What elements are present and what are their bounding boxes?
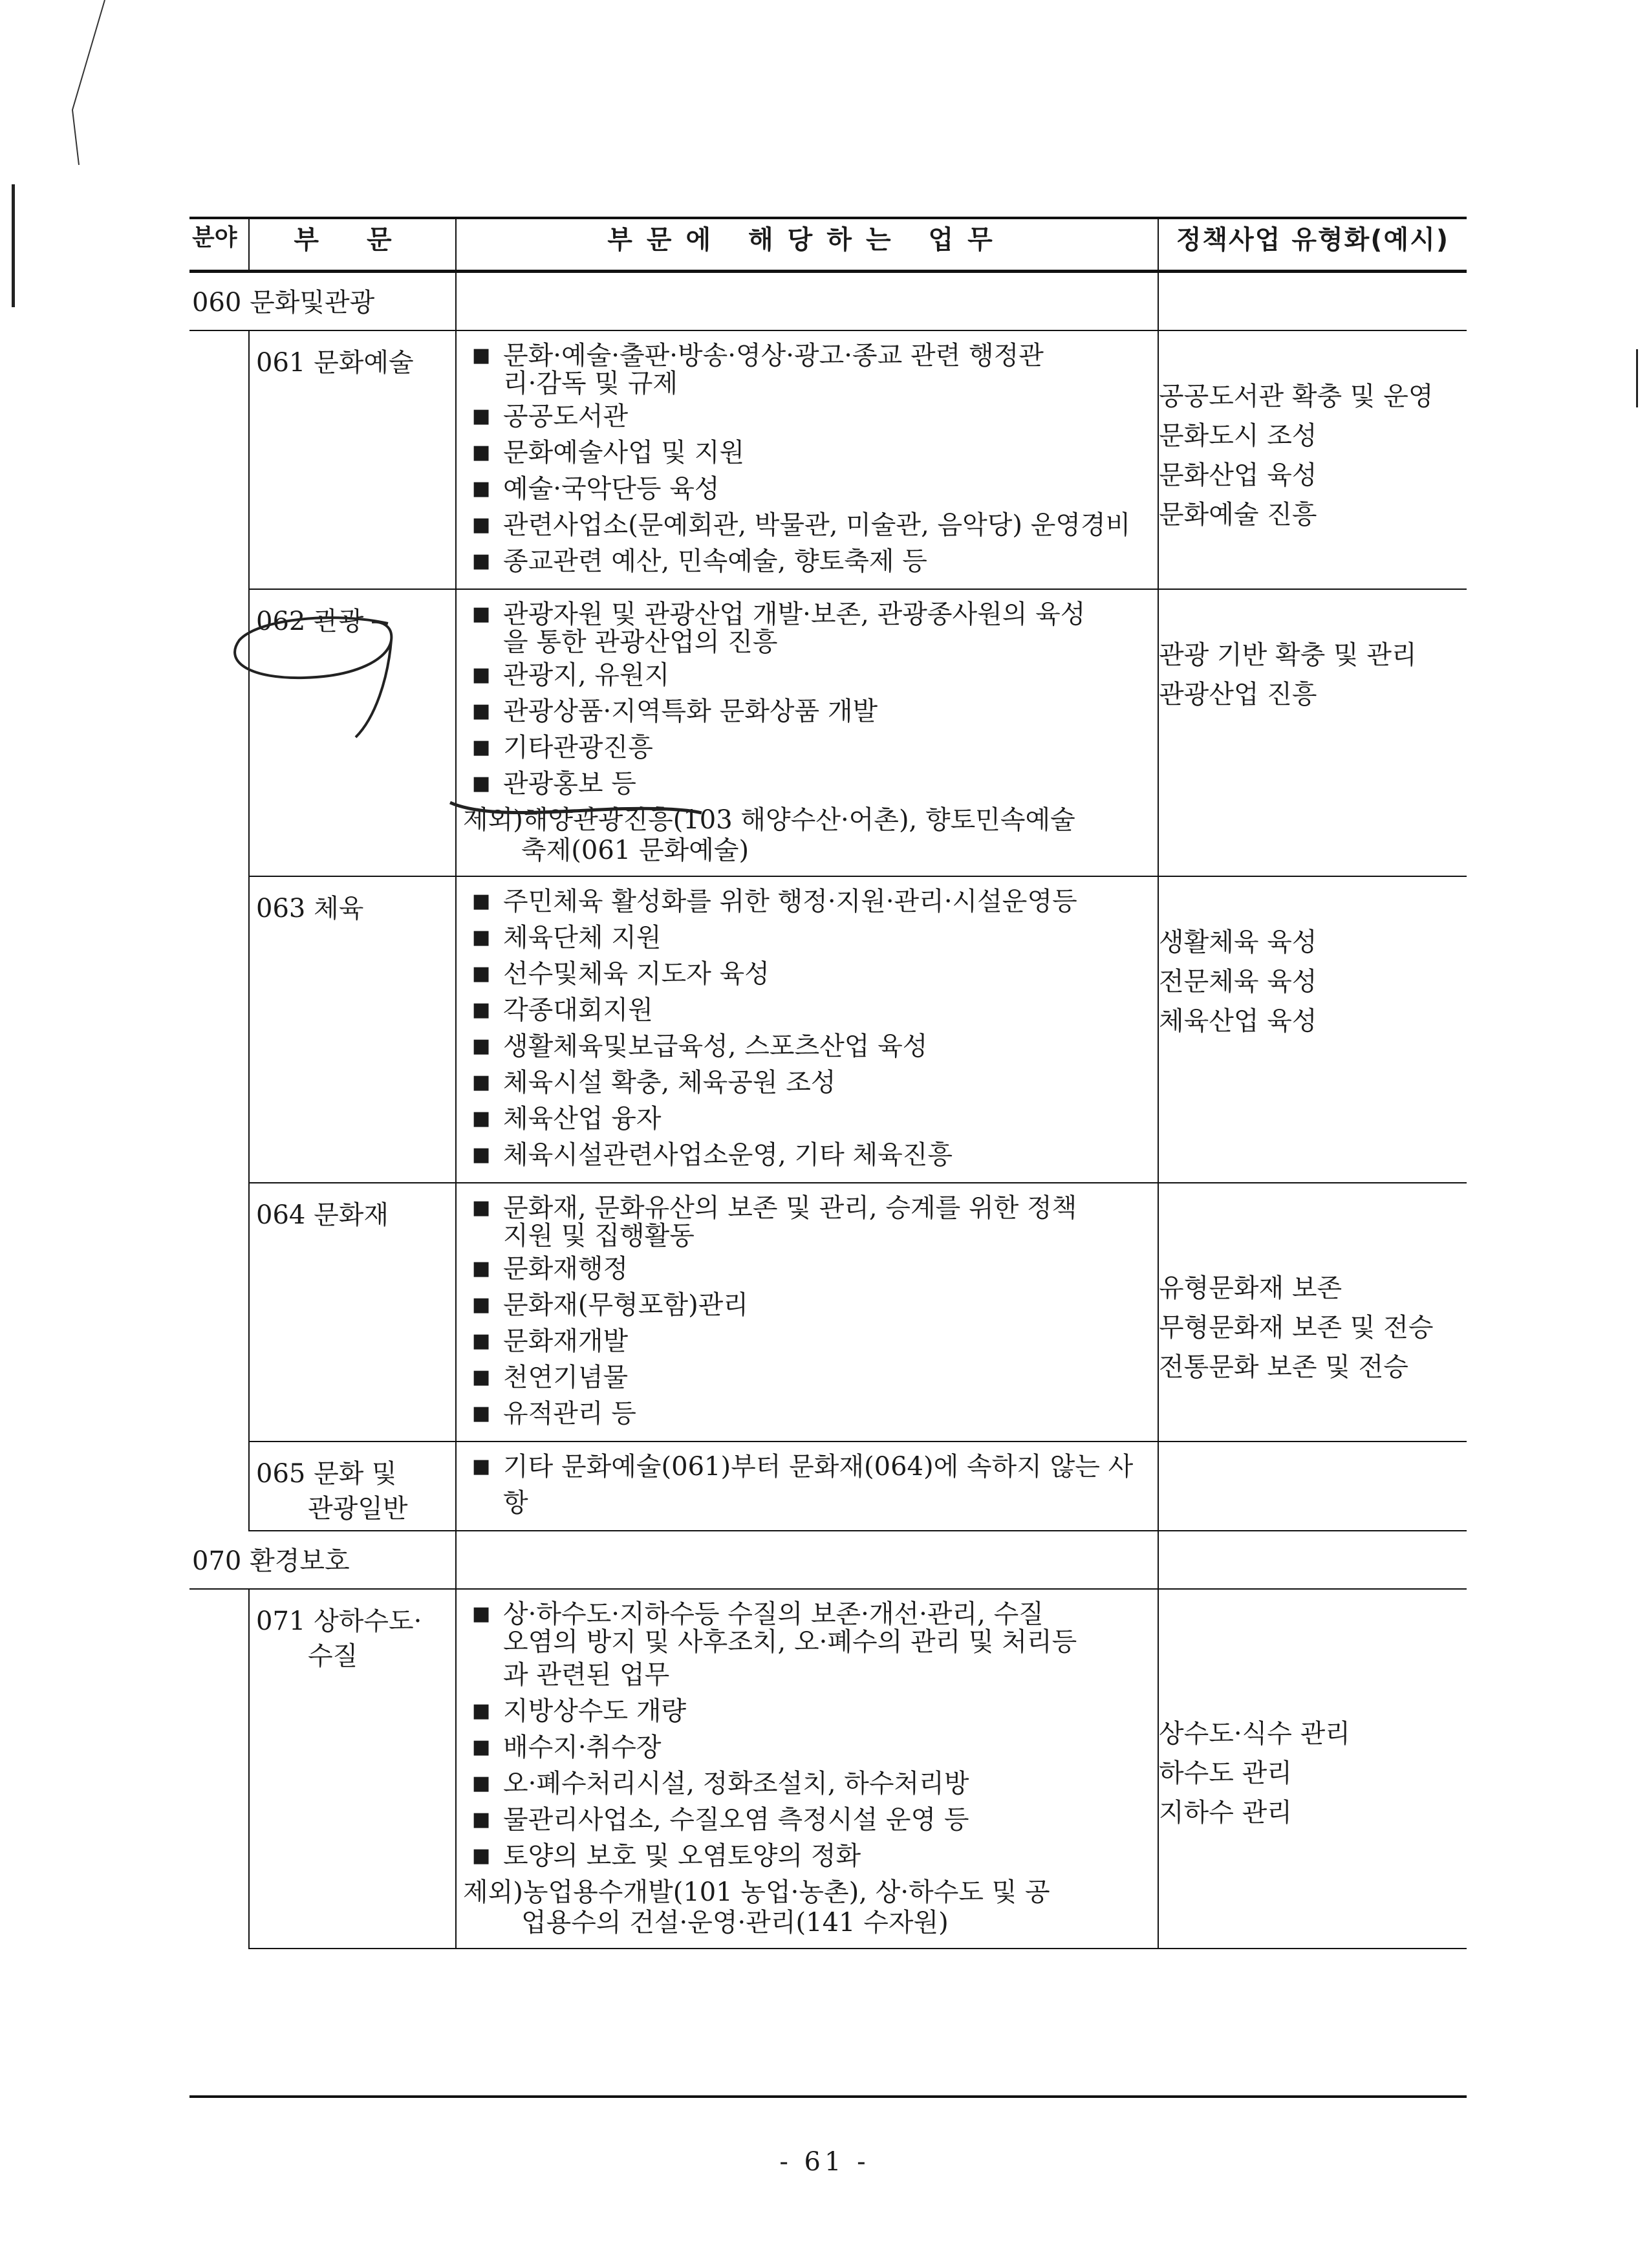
duty-text: 예술·국악단등 육성 (503, 474, 720, 504)
scan-diagonal-mark (32, 0, 110, 168)
duty-item (468, 1064, 1151, 1101)
duty-text-cont: 지원 및 집행활동 (503, 1221, 695, 1251)
duty-text: 문화재행정 (503, 1254, 629, 1284)
subdivision-name-line2: 관광일반 (308, 1494, 408, 1524)
exclusion-text: 제외)해양관광진흥(103 해양수산·어촌), 향토민속예술 (463, 805, 1075, 835)
square-bullet-icon: ■ (472, 405, 491, 427)
duty-item (468, 1729, 1151, 1766)
square-bullet-icon: ■ (472, 1330, 491, 1352)
duty-text: 관광상품·지역특화 문화상품 개발 (503, 697, 878, 726)
policy-example (1159, 596, 1467, 636)
duty-item (468, 507, 1151, 543)
table-header-row (189, 218, 1467, 272)
square-bullet-icon: ■ (472, 664, 491, 686)
square-bullet-icon: ■ (472, 513, 491, 536)
subdivision-name-line: 065 문화 및 (256, 1459, 397, 1489)
policy-example: 체육산업 육성 (1159, 1006, 1317, 1036)
square-bullet-icon: ■ (472, 926, 491, 949)
duty-text: 관광홍보 등 (503, 769, 636, 799)
duty-item (468, 338, 1151, 398)
square-bullet-icon: ■ (472, 1455, 491, 1478)
duties-cell (456, 876, 1158, 1183)
duty-text-cont: 오염의 방지 및 사후조치, 오·폐수의 관리 및 처리등 (503, 1627, 1077, 1657)
duty-text: 각종대회지원 (503, 995, 653, 1025)
exclusion-note (457, 1874, 1158, 1948)
square-bullet-icon: ■ (472, 344, 491, 367)
duty-item (468, 1251, 1151, 1287)
policy-example (1159, 883, 1467, 923)
duty-text: 체육시설관련사업소운영, 기타 체육진흥 (503, 1140, 953, 1170)
indent-cell (189, 1442, 249, 1531)
square-bullet-icon: ■ (472, 1402, 491, 1425)
policy-example: 문화산업 육성 (1159, 460, 1317, 490)
duty-item (468, 729, 1151, 766)
square-bullet-icon: ■ (472, 1035, 491, 1057)
square-bullet-icon: ■ (472, 1107, 491, 1130)
square-bullet-icon: ■ (472, 1293, 491, 1316)
budget-classification-table (189, 217, 1467, 1949)
policy-example: 공공도서관 확충 및 운영 (1159, 382, 1434, 411)
policy-example (1159, 1636, 1467, 1675)
page-number: - 61 - (779, 2147, 870, 2177)
indent-cell (189, 1183, 249, 1442)
subdivision-name (249, 1183, 456, 1442)
subdivision-row (189, 1589, 1467, 1949)
square-bullet-icon: ■ (472, 1772, 491, 1795)
subdivision-row (189, 1442, 1467, 1531)
exclusion-text: 제외)농업용수개발(101 농업·농촌), 상·하수도 및 공 (463, 1877, 1050, 1907)
duty-item (468, 1101, 1151, 1137)
policy-example: 생활체육 육성 (1159, 927, 1317, 957)
duties-list (457, 877, 1158, 1182)
duty-text: 기타관광진흥 (503, 733, 653, 762)
square-bullet-icon: ■ (472, 1071, 491, 1094)
policy-example: 상수도·식수 관리 (1159, 1719, 1350, 1749)
duties-list (457, 331, 1158, 589)
square-bullet-icon: ■ (472, 1844, 491, 1867)
subdivision-name-line: 071 상하수도· (256, 1606, 422, 1636)
policy-examples-cell (1158, 876, 1467, 1183)
policy-example (1159, 1229, 1467, 1269)
duties-list (457, 590, 1158, 802)
duty-text: 지방상수도 개량 (503, 1696, 687, 1726)
header-policy-examples: 정책사업 유형화(예시) (1158, 218, 1467, 272)
subdivision-name (249, 1589, 456, 1949)
square-bullet-icon: ■ (472, 772, 491, 795)
duty-item (468, 693, 1151, 729)
duties-cell (456, 330, 1158, 589)
policy-examples-cell (1158, 1442, 1467, 1531)
duties-list (457, 1590, 1158, 1874)
duty-text: 체육산업 융자 (503, 1104, 662, 1134)
policy-example (1159, 1190, 1467, 1229)
subdivision-name-line2: 수질 (308, 1641, 358, 1671)
policy-example: 관광산업 진흥 (1159, 680, 1317, 709)
policy-example: 유형문화재 보존 (1159, 1273, 1342, 1303)
handwritten-circle-mark (226, 614, 420, 744)
duty-item (468, 1596, 1151, 1657)
duty-item (468, 657, 1151, 693)
subdivision-row (189, 330, 1467, 589)
square-bullet-icon: ■ (472, 736, 491, 759)
square-bullet-icon: ■ (472, 1143, 491, 1166)
policy-example (1159, 1596, 1467, 1636)
subdivision-name-line: 061 문화예술 (256, 348, 414, 378)
duty-text: 유적관리 등 (503, 1399, 636, 1429)
duties-cell (456, 1442, 1158, 1531)
subdivision-name-line: 063 체육 (256, 894, 364, 923)
duty-text: 문화예술사업 및 지원 (503, 438, 745, 468)
square-bullet-icon: ■ (472, 999, 491, 1021)
duty-item (468, 435, 1151, 471)
duty-text: 상·하수도·지하수등 수질의 보존·개선·관리, 수질 (503, 1599, 1044, 1629)
subdivision-row (189, 1183, 1467, 1442)
policy-example: 무형문화재 보존 및 전승 (1159, 1313, 1434, 1343)
policy-example: 전통문화 보존 및 전승 (1159, 1352, 1408, 1382)
duties-cell (456, 1589, 1158, 1949)
duty-text: 배수지·취수장 (503, 1733, 662, 1762)
policy-example: 전문체육 육성 (1159, 967, 1317, 997)
duty-text: 물관리사업소, 수질오염 측정시설 운영 등 (503, 1805, 969, 1835)
category-name: 070 환경보호 (189, 1531, 456, 1589)
duty-text: 오·폐수처리시설, 정화조설치, 하수처리방 (503, 1769, 969, 1798)
duty-item (468, 398, 1151, 435)
subdivision-name-line: 062 관광 (256, 607, 364, 636)
duty-text: 체육시설 확충, 체육공원 조성 (503, 1068, 836, 1097)
square-bullet-icon: ■ (472, 1196, 491, 1219)
duty-item (468, 1693, 1151, 1729)
policy-examples-cell (1158, 330, 1467, 589)
duty-text: 관련사업소(문예회관, 박물관, 미술관, 음악당) 운영경비 (503, 510, 1131, 540)
subdivision-row (189, 876, 1467, 1183)
policy-examples-cell (1158, 1183, 1467, 1442)
duty-item (468, 1323, 1151, 1359)
exclusion-text-cont: 축제(061 문화예술) (521, 836, 749, 865)
duty-text: 선수및체육 지도자 육성 (503, 959, 770, 989)
duty-item (468, 1802, 1151, 1838)
policy-example: 관광 기반 확충 및 관리 (1159, 640, 1417, 670)
policy-example: 문화예술 진흥 (1159, 500, 1317, 530)
duty-item (468, 883, 1151, 920)
square-bullet-icon: ■ (472, 441, 491, 464)
duty-text: 기타 문화예술(061)부터 문화재(064)에 속하지 않는 사항 (503, 1452, 1134, 1518)
duty-item (468, 1396, 1151, 1432)
duty-item (468, 1287, 1151, 1323)
duty-text: 관광자원 및 관광산업 개발·보존, 관광종사원의 육성 (503, 599, 1086, 629)
duty-item (468, 1449, 1151, 1521)
duty-item (468, 1359, 1151, 1396)
duty-text: 공공도서관 (503, 402, 629, 431)
indent-cell (189, 1589, 249, 1949)
duty-text: 문화재(무형포함)관리 (503, 1290, 748, 1320)
duty-item (468, 992, 1151, 1028)
empty-cell (1158, 272, 1467, 331)
duty-item (468, 1190, 1151, 1251)
duty-item (468, 1766, 1151, 1802)
duty-item (468, 1838, 1151, 1874)
policy-examples-cell (1158, 1589, 1467, 1949)
duties-cell (456, 589, 1158, 876)
duties-list (457, 1183, 1158, 1441)
subdivision-name (249, 1442, 456, 1531)
empty-cell (456, 272, 1158, 331)
table-bottom-rule (189, 2095, 1467, 2098)
square-bullet-icon: ■ (472, 700, 491, 722)
indent-cell (189, 876, 249, 1183)
category-name: 060 문화및관광 (189, 272, 456, 331)
square-bullet-icon: ■ (472, 1257, 491, 1280)
subdivision-name (249, 876, 456, 1183)
header-duties: 부문에 해당하는 업무 (456, 218, 1158, 272)
duty-item (468, 1028, 1151, 1064)
policy-example: 문화도시 조성 (1159, 421, 1317, 451)
indent-cell (189, 330, 249, 589)
duty-text: 관광지, 유원지 (503, 660, 670, 690)
duties-list (457, 1442, 1158, 1530)
policy-example (1159, 338, 1467, 377)
header-field: 분야 (189, 218, 249, 272)
duty-text: 체육단체 지원 (503, 923, 662, 953)
square-bullet-icon: ■ (472, 1603, 491, 1625)
policy-examples-cell (1158, 589, 1467, 876)
header-division: 부 문 (249, 218, 456, 272)
square-bullet-icon: ■ (472, 1366, 491, 1388)
square-bullet-icon: ■ (472, 477, 491, 500)
duty-text-cont: 리·감독 및 규제 (503, 369, 678, 398)
duty-text: 과 관련된 업무 (503, 1660, 670, 1690)
handwritten-underline-mark (446, 792, 705, 825)
duty-item (468, 1657, 1151, 1693)
policy-example (1159, 1675, 1467, 1714)
duty-item (468, 1137, 1151, 1173)
duty-item (468, 596, 1151, 657)
scan-edge-line (12, 184, 15, 307)
subdivision-name-line: 064 문화재 (256, 1200, 389, 1230)
category-row (189, 1531, 1467, 1589)
duty-item (468, 920, 1151, 956)
duties-cell (456, 1183, 1158, 1442)
duty-text: 문화·예술·출판·방송·영상·광고·종교 관련 행정관 (503, 341, 1044, 371)
square-bullet-icon: ■ (472, 603, 491, 625)
subdivision-name (249, 330, 456, 589)
policy-example: 지하수 관리 (1159, 1798, 1292, 1828)
duty-text: 천연기념물 (503, 1363, 629, 1392)
duty-text: 생활체육및보급육성, 스포츠산업 육성 (503, 1031, 928, 1061)
square-bullet-icon: ■ (472, 890, 491, 913)
square-bullet-icon: ■ (472, 1736, 491, 1758)
policy-example: 하수도 관리 (1159, 1758, 1292, 1788)
empty-cell (1158, 1531, 1467, 1589)
duty-text: 문화재, 문화유산의 보존 및 관리, 승계를 위한 정책 (503, 1193, 1077, 1223)
square-bullet-icon: ■ (472, 962, 491, 985)
exclusion-text-cont: 업용수의 건설·운영·관리(141 수자원) (521, 1908, 949, 1938)
square-bullet-icon: ■ (472, 550, 491, 572)
scan-edge-line (1636, 349, 1638, 407)
empty-cell (456, 1531, 1158, 1589)
duty-text: 주민체육 활성화를 위한 행정·지원·관리·시설운영등 (503, 887, 1077, 916)
duty-text-cont: 을 통한 관광산업의 진흥 (503, 627, 778, 657)
square-bullet-icon: ■ (472, 1700, 491, 1722)
duty-item (468, 543, 1151, 579)
duty-text: 문화재개발 (503, 1326, 629, 1356)
category-row (189, 272, 1467, 331)
duty-item (468, 956, 1151, 992)
duty-text: 토양의 보호 및 오염토양의 정화 (503, 1841, 861, 1871)
square-bullet-icon: ■ (472, 1808, 491, 1831)
duty-item (468, 471, 1151, 507)
duty-text: 종교관련 예산, 민속예술, 향토축제 등 (503, 546, 927, 576)
